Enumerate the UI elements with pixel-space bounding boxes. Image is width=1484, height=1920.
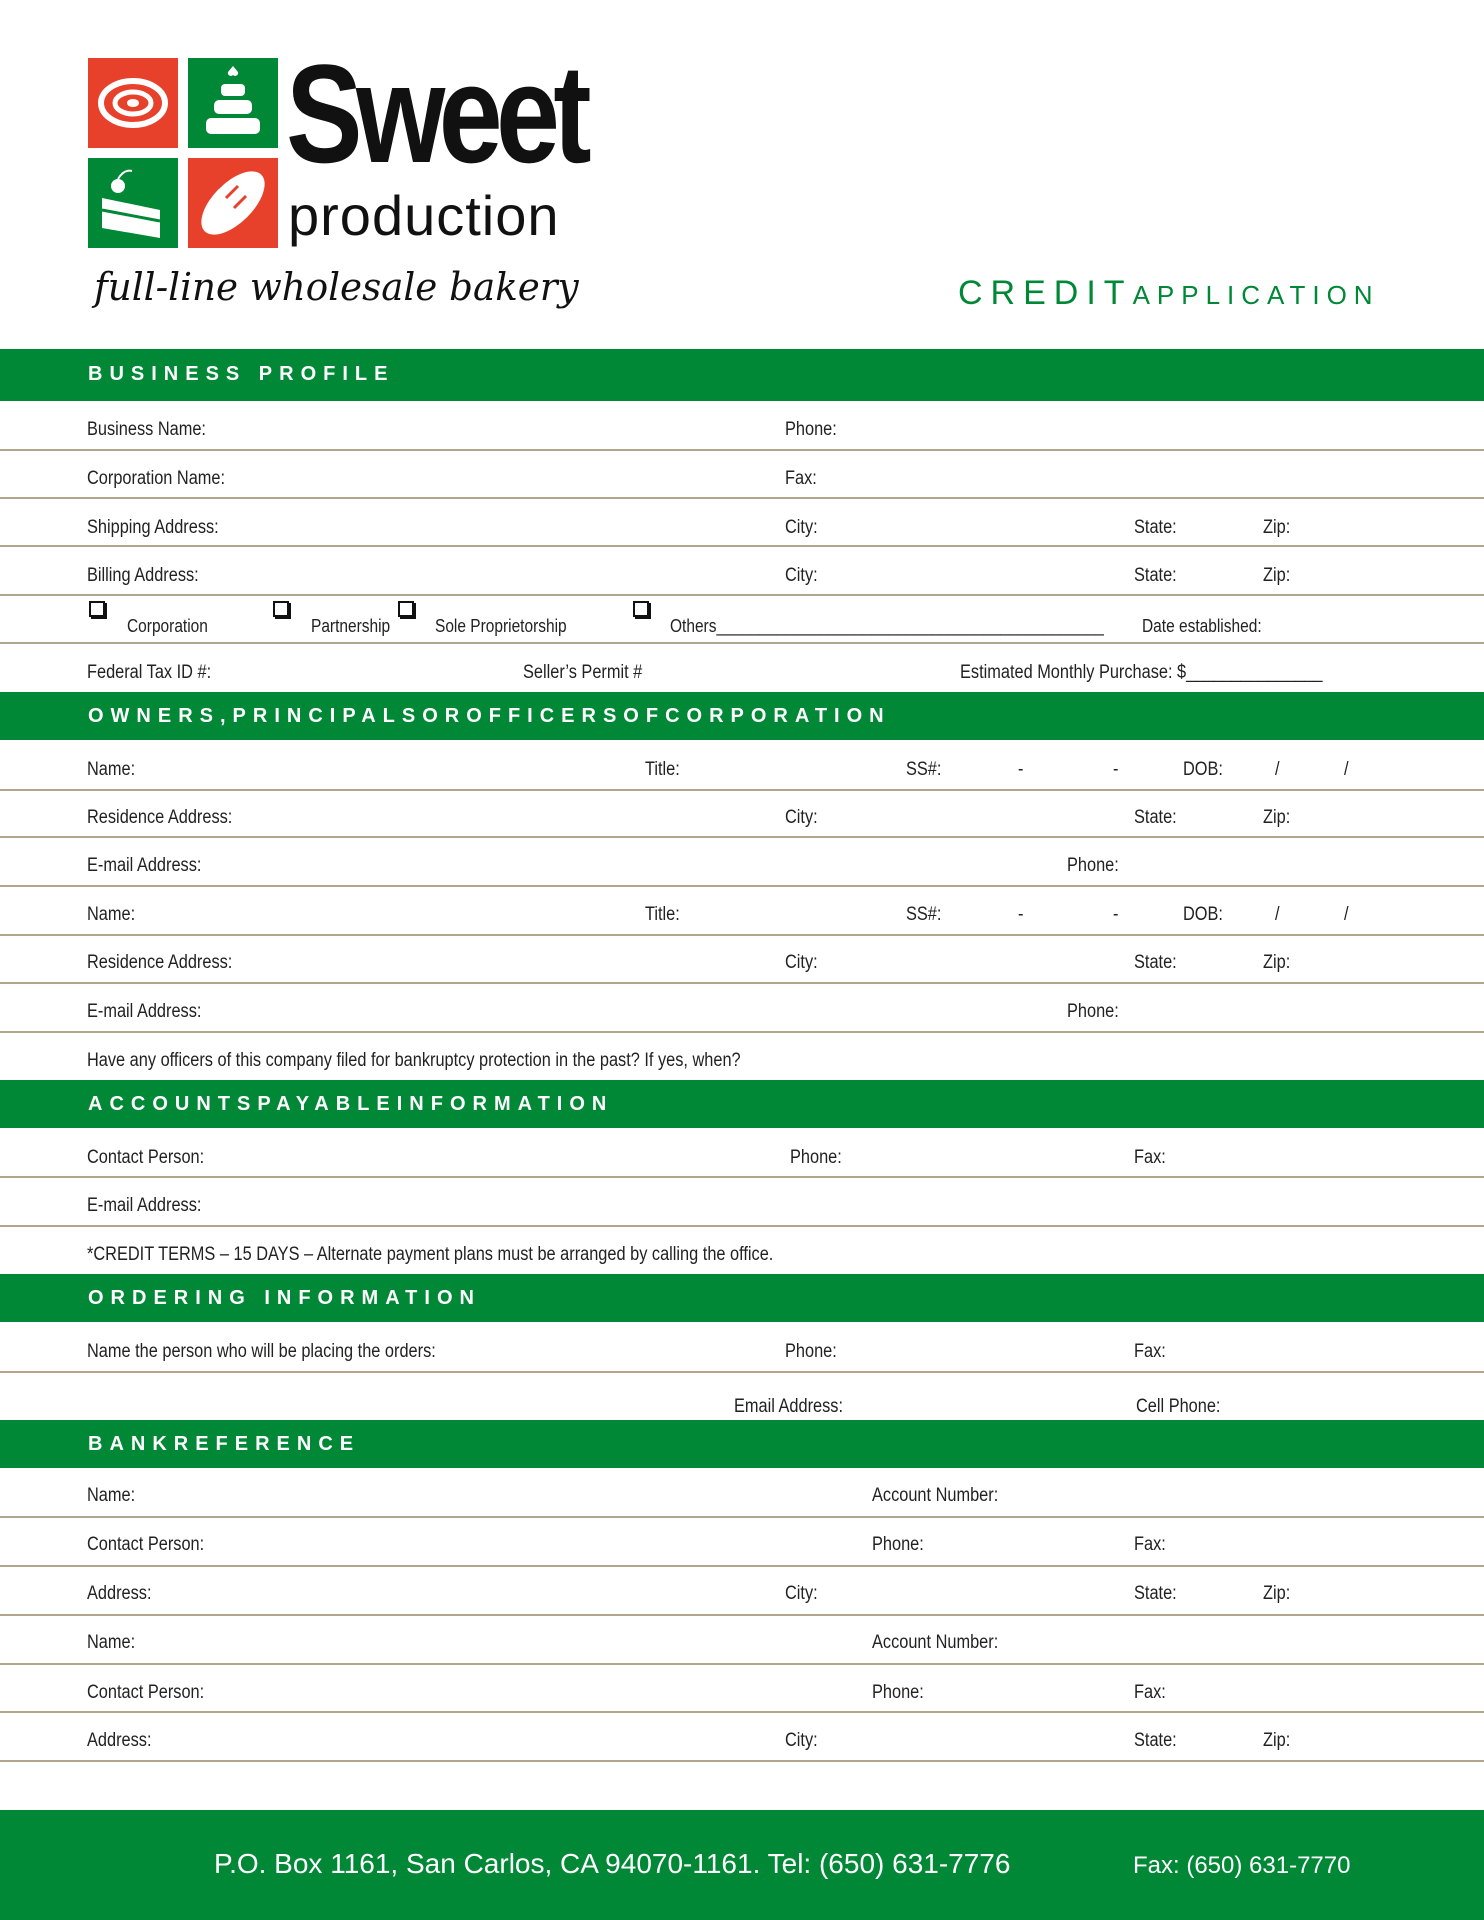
owner2-email-field[interactable]: E-mail Address: (87, 1001, 202, 1022)
divider (0, 1225, 1484, 1227)
bank1-account-field[interactable]: Account Number: (872, 1485, 999, 1506)
section-title: ORDERING INFORMATION (88, 1287, 481, 1309)
federal-tax-id-field[interactable]: Federal Tax ID #: (87, 662, 212, 683)
owner1-dob-field[interactable]: DOB: (1183, 759, 1223, 780)
owner1-ss-field[interactable]: SS#: (906, 759, 942, 780)
divider (0, 1031, 1484, 1033)
bankruptcy-question-field[interactable]: Have any officers of this company filed for bankruptcy protection in the past? If yes, when? (87, 1050, 741, 1071)
billing-city-field[interactable]: City: (785, 565, 818, 586)
ss-separator: - (1113, 759, 1119, 780)
partnership-checkbox[interactable] (273, 601, 289, 617)
owner1-email-field[interactable]: E-mail Address: (87, 855, 202, 876)
others-checkbox[interactable] (633, 601, 649, 617)
bank2-phone-field[interactable]: Phone: (872, 1682, 924, 1703)
bank2-fax-field[interactable]: Fax: (1134, 1682, 1166, 1703)
order-email-field[interactable]: Email Address: (734, 1396, 843, 1417)
divider (0, 1516, 1484, 1518)
divider (0, 982, 1484, 984)
billing-address-field[interactable]: Billing Address: (87, 565, 199, 586)
divider (0, 594, 1484, 596)
title-application: APPLICATION (1132, 280, 1380, 310)
section-title: OWNERS,PRINCIPALSOROFFICERSOFCORPORATION (88, 705, 891, 727)
bread-loaf-icon (188, 158, 278, 248)
partnership-option-label: Partnership (311, 616, 391, 636)
shipping-city-field[interactable]: City: (785, 517, 818, 538)
section-title: ACCOUNTSPAYABLEINFORMATION (88, 1093, 614, 1115)
candy-tile (88, 58, 178, 148)
dob-separator: / (1344, 904, 1349, 925)
bank2-state-field[interactable]: State: (1134, 1730, 1177, 1751)
bank2-address-field[interactable]: Address: (87, 1730, 152, 1751)
divider (0, 642, 1484, 644)
corporation-option-label: Corporation (127, 616, 208, 636)
order-cell-phone-field[interactable]: Cell Phone: (1136, 1396, 1221, 1417)
bank1-zip-field[interactable]: Zip: (1263, 1583, 1291, 1604)
bank1-address-field[interactable]: Address: (87, 1583, 152, 1604)
billing-zip-field[interactable]: Zip: (1263, 565, 1291, 586)
owner1-zip-field[interactable]: Zip: (1263, 807, 1291, 828)
bank1-name-field[interactable]: Name: (87, 1485, 136, 1506)
bank1-state-field[interactable]: State: (1134, 1583, 1177, 1604)
ap-email-field[interactable]: E-mail Address: (87, 1195, 202, 1216)
cake-slice-icon (88, 158, 178, 248)
ap-phone-field[interactable]: Phone: (790, 1147, 842, 1168)
others-field[interactable]: Others_____________________________________________ (670, 616, 1104, 636)
billing-state-field[interactable]: State: (1134, 565, 1177, 586)
divider (0, 545, 1484, 547)
bank1-fax-field[interactable]: Fax: (1134, 1534, 1166, 1555)
shipping-address-field[interactable]: Shipping Address: (87, 517, 219, 538)
dob-separator: / (1275, 759, 1280, 780)
owner1-residence-field[interactable]: Residence Address: (87, 807, 233, 828)
bank1-contact-field[interactable]: Contact Person: (87, 1534, 205, 1555)
footer (0, 1810, 1484, 1920)
ss-separator: - (1018, 759, 1024, 780)
owner2-residence-field[interactable]: Residence Address: (87, 952, 233, 973)
section-ordering (0, 1274, 1484, 1322)
divider (0, 1760, 1484, 1762)
order-phone-field[interactable]: Phone: (785, 1341, 837, 1362)
shipping-zip-field[interactable]: Zip: (1263, 517, 1291, 538)
section-title: BUSINESS PROFILE (88, 363, 395, 385)
ss-separator: - (1113, 904, 1119, 925)
divider (0, 836, 1484, 838)
business-name-field[interactable]: Business Name: (87, 419, 206, 440)
sole-proprietorship-checkbox[interactable] (398, 601, 414, 617)
divider (0, 497, 1484, 499)
credit-terms-note: *CREDIT TERMS – 15 DAYS – Alternate payment plans must be arranged by calling the office. (87, 1244, 774, 1265)
owner2-city-field[interactable]: City: (785, 952, 818, 973)
bread-tile (188, 158, 278, 248)
bank2-city-field[interactable]: City: (785, 1730, 818, 1751)
logo (88, 35, 628, 258)
section-owners (0, 692, 1484, 740)
bank1-city-field[interactable]: City: (785, 1583, 818, 1604)
owner2-ss-field[interactable]: SS#: (906, 904, 942, 925)
dob-separator: / (1344, 759, 1349, 780)
cake-tile (188, 58, 278, 148)
sole-proprietorship-option-label: Sole Proprietorship (435, 616, 567, 636)
page-title (958, 274, 1380, 313)
dob-separator: / (1275, 904, 1280, 925)
bank2-account-field[interactable]: Account Number: (872, 1632, 999, 1653)
owner1-name-field[interactable]: Name: (87, 759, 136, 780)
date-established-field[interactable]: Date established: (1142, 616, 1262, 636)
ap-contact-field[interactable]: Contact Person: (87, 1147, 205, 1168)
divider (0, 1614, 1484, 1616)
divider (0, 934, 1484, 936)
owner2-name-field[interactable]: Name: (87, 904, 136, 925)
section-business-profile (0, 349, 1484, 401)
section-title: BANKREFERENCE (88, 1433, 361, 1455)
corporation-checkbox[interactable] (89, 601, 105, 617)
owner2-phone-field[interactable]: Phone: (1067, 1001, 1119, 1022)
tagline: full-line wholesale bakery (94, 265, 579, 309)
divider (0, 449, 1484, 451)
divider (0, 1711, 1484, 1713)
owner2-zip-field[interactable]: Zip: (1263, 952, 1291, 973)
order-fax-field[interactable]: Fax: (1134, 1341, 1166, 1362)
section-accounts-payable (0, 1080, 1484, 1128)
footer-fax: Fax: (650) 631-7770 (1133, 1852, 1351, 1879)
bank2-zip-field[interactable]: Zip: (1263, 1730, 1291, 1751)
bank2-contact-field[interactable]: Contact Person: (87, 1682, 205, 1703)
section-bank-reference (0, 1420, 1484, 1468)
order-person-field[interactable]: Name the person who will be placing the orders: (87, 1341, 436, 1362)
divider (0, 1371, 1484, 1373)
owner2-title-field[interactable]: Title: (645, 904, 680, 925)
bank2-name-field[interactable]: Name: (87, 1632, 136, 1653)
candy-swirl-icon (88, 58, 178, 148)
divider (0, 789, 1484, 791)
divider (0, 1663, 1484, 1665)
bank1-phone-field[interactable]: Phone: (872, 1534, 924, 1555)
corporation-name-field[interactable]: Corporation Name: (87, 468, 226, 489)
brand-sub: production (288, 184, 560, 247)
sellers-permit-field[interactable]: Seller’s Permit # (523, 662, 643, 683)
divider (0, 1565, 1484, 1567)
owner2-dob-field[interactable]: DOB: (1183, 904, 1223, 925)
owner1-title-field[interactable]: Title: (645, 759, 680, 780)
wedding-cake-icon (188, 58, 278, 148)
slice-tile (88, 158, 178, 248)
business-phone-field[interactable]: Phone: (785, 419, 837, 440)
ap-fax-field[interactable]: Fax: (1134, 1147, 1166, 1168)
owner2-state-field[interactable]: State: (1134, 952, 1177, 973)
ss-separator: - (1018, 904, 1024, 925)
divider (0, 1176, 1484, 1178)
brand-word: Sweet (286, 35, 585, 192)
owner1-state-field[interactable]: State: (1134, 807, 1177, 828)
shipping-state-field[interactable]: State: (1134, 517, 1177, 538)
estimated-monthly-purchase-field[interactable]: Estimated Monthly Purchase: $_______________ (960, 662, 1323, 683)
owner1-phone-field[interactable]: Phone: (1067, 855, 1119, 876)
footer-address: P.O. Box 1161, San Carlos, CA 94070-1161. Tel: (650) 631-7776 (214, 1848, 1011, 1879)
business-fax-field[interactable]: Fax: (785, 468, 817, 489)
owner1-city-field[interactable]: City: (785, 807, 818, 828)
title-credit: CREDIT (958, 274, 1133, 312)
divider (0, 885, 1484, 887)
